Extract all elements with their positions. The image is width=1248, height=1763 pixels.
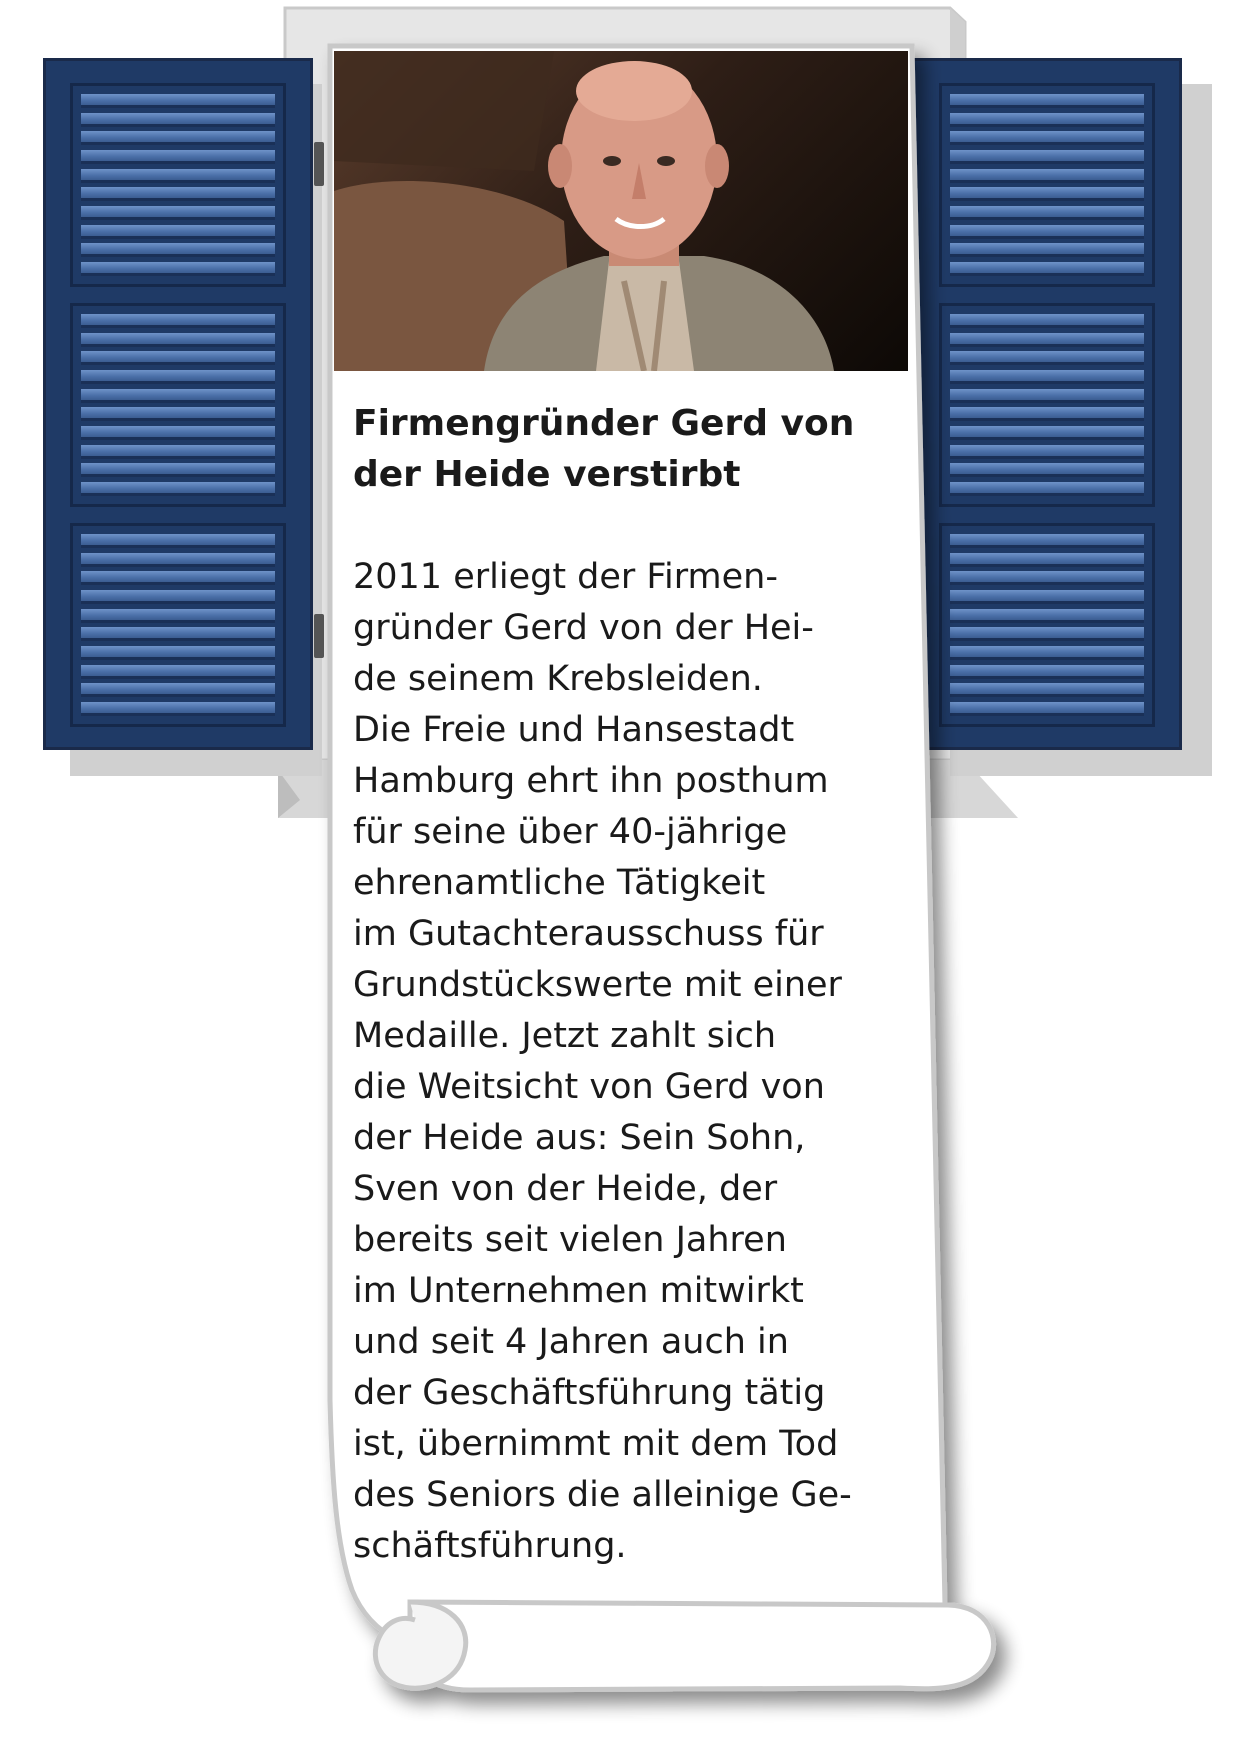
article-headline [353,398,873,500]
body-line: der Geschäftsführung tätig [353,1373,826,1413]
body-line: Hamburg ehrt ihn posthum [353,761,829,801]
body-line: Die Freie und Hansestadt [353,710,795,750]
body-line: für seine über 40-jährige [353,812,788,852]
body-line: des Seniors die alleinige Ge- [353,1475,852,1515]
body-line: 2011 erliegt der Firmen- [353,557,778,597]
body-line: Grundstückswerte mit einer [353,965,842,1005]
portrait-photo [334,51,908,371]
body-line: im Unternehmen mitwirkt [353,1271,804,1311]
body-line: Sven von der Heide, der [353,1169,778,1209]
body-line: de seinem Krebsleiden. [353,659,763,699]
body-line: bereits seit vielen Jahren [353,1220,787,1260]
headline-line: der Heide verstirbt [353,454,741,495]
body-line: im Gutachterausschuss für [353,914,824,954]
body-line: schäftsführung. [353,1526,627,1566]
body-line: ist, übernimmt mit dem Tod [353,1424,839,1464]
body-line: Medaille. Jetzt zahlt sich [353,1016,777,1056]
body-line: ehrenamtliche Tätigkeit [353,863,766,903]
article-body [353,552,913,1572]
body-line: der Heide aus: Sein Sohn, [353,1118,806,1158]
headline-line: Firmengründer Gerd von [353,403,855,444]
body-line: und seit 4 Jahren auch in [353,1322,789,1362]
body-line: gründer Gerd von der Hei- [353,608,814,648]
portrait-icon [334,51,908,371]
body-line: die Weitsicht von Gerd von [353,1067,825,1107]
